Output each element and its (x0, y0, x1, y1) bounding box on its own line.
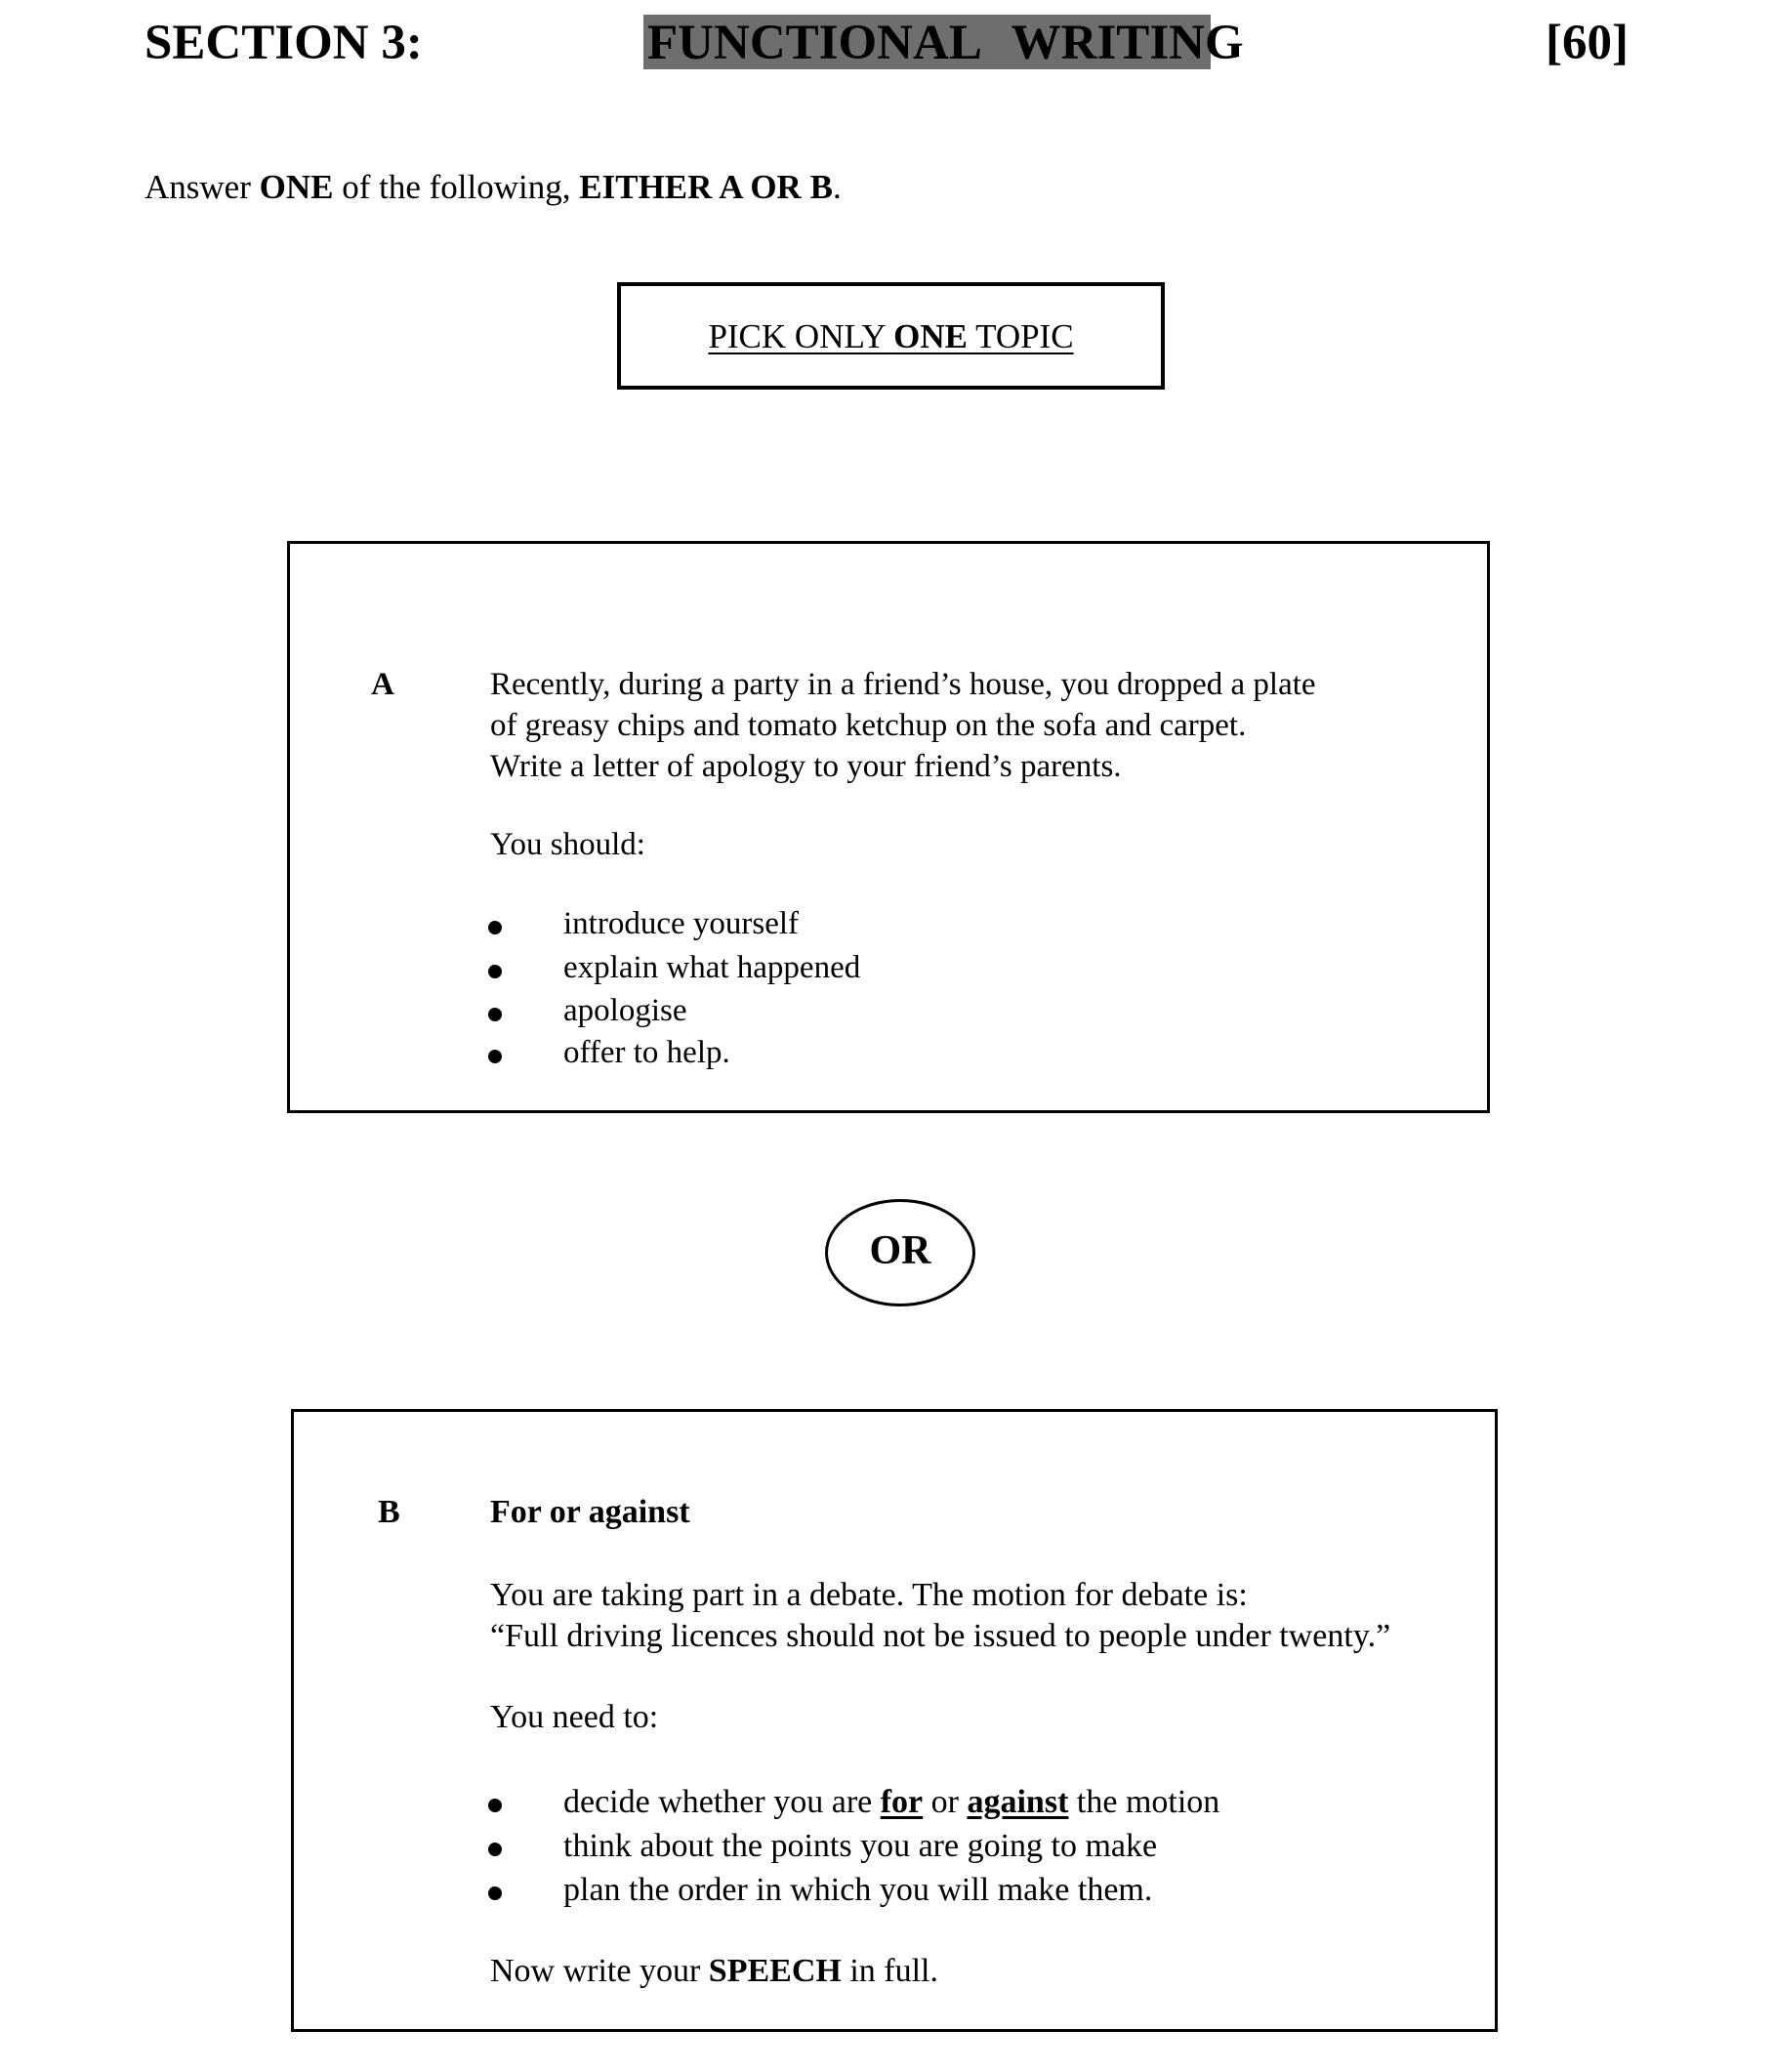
bullet-icon (488, 1050, 502, 1063)
option-b-prompt-line: “Full driving licences should not be issued to people under twenty.” (490, 1618, 1391, 1654)
or-separator-label: OR (869, 1228, 931, 1273)
bullet-icon (488, 921, 502, 934)
against-emphasis: against (967, 1784, 1069, 1820)
bullet-icon (488, 1008, 502, 1021)
section-title: FUNCTIONAL WRITING (647, 16, 1244, 70)
option-a-label: A (371, 667, 394, 702)
bullet-icon (488, 1843, 502, 1856)
option-a-prompt-line: Recently, during a party in a friend’s house, you dropped a plate (490, 667, 1316, 702)
option-b-heading: For or against (490, 1494, 690, 1530)
option-a-prompt-line: of greasy chips and tomato ketchup on the sofa and carpet. (490, 708, 1247, 743)
option-a-list-item: offer to help. (563, 1035, 730, 1070)
option-a-prompt-line: Write a letter of apology to your friend’s parents. (490, 749, 1122, 784)
option-b-closing: Now write your SPEECH in full. (490, 1953, 939, 1989)
option-a-list-intro: You should: (490, 827, 645, 862)
section-label: SECTION 3: (144, 16, 423, 70)
option-b-list-item: think about the points you are going to make (563, 1828, 1158, 1864)
option-b-label: B (378, 1494, 400, 1530)
bullet-icon (488, 1799, 502, 1812)
section-marks: [60] (1546, 16, 1629, 70)
for-emphasis: for (880, 1784, 924, 1820)
option-a-list-item: apologise (563, 993, 687, 1028)
option-a-list-item: explain what happened (563, 950, 861, 985)
option-b-list-intro: You need to: (490, 1699, 659, 1735)
pick-one-topic-text: PICK ONLY ONE TOPIC (708, 317, 1074, 355)
option-b-list-item: plan the order in which you will make them. (563, 1872, 1153, 1908)
option-b-prompt-line: You are taking part in a debate. The motion for debate is: (490, 1577, 1248, 1613)
option-b-list-item: decide whether you are for or against the motion (563, 1784, 1220, 1820)
option-a-box (287, 541, 1490, 1113)
instructions-text: Answer ONE of the following, EITHER A OR B. (144, 168, 842, 206)
bullet-icon (488, 965, 502, 978)
option-b-box (291, 1409, 1498, 2032)
bullet-icon (488, 1886, 502, 1900)
option-a-list-item: introduce yourself (563, 906, 800, 941)
